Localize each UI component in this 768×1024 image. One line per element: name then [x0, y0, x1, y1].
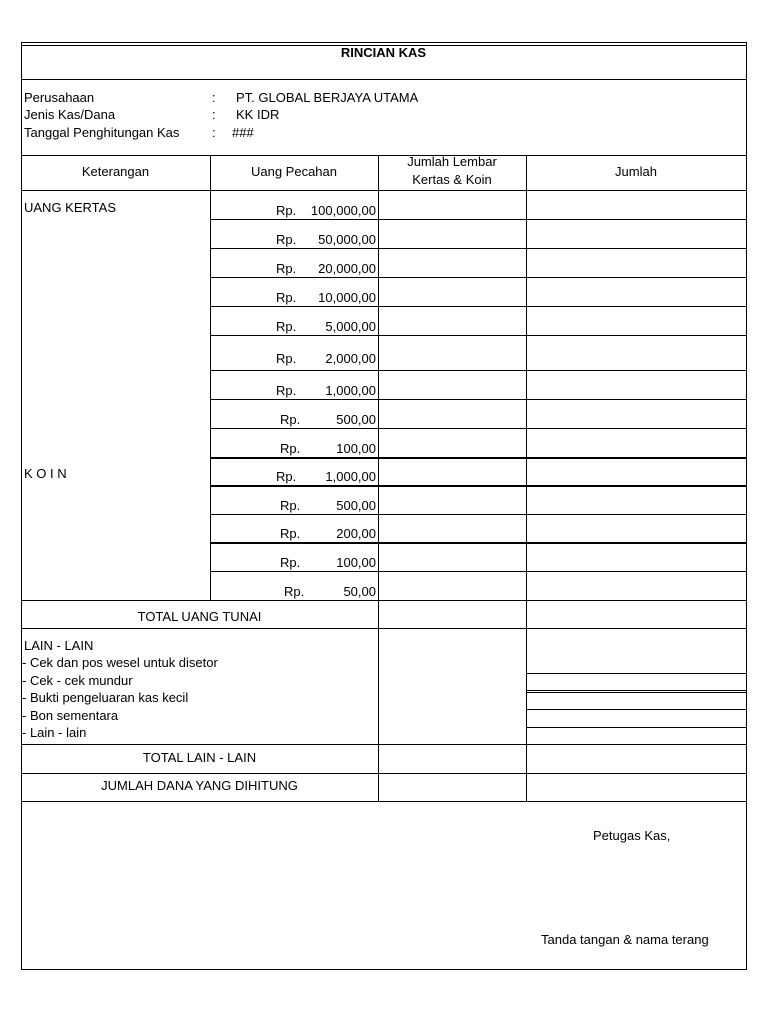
denomination-currency: Rp. — [276, 351, 297, 366]
denomination-row-line — [210, 335, 747, 336]
denomination-value: 500,00 — [336, 498, 376, 513]
jumlah-dana-label: JUMLAH DANA YANG DIHITUNG — [101, 778, 298, 793]
col-header-jumlah: Jumlah — [615, 164, 657, 179]
denomination-currency: Rp. — [280, 441, 301, 456]
info-label-cash-type: Jenis Kas/Dana — [24, 107, 116, 122]
signature-caption: Tanda tangan & nama terang — [541, 932, 709, 947]
denomination-value: 2,000,00 — [325, 351, 376, 366]
frame-bottom-line — [21, 969, 747, 970]
header-bottom-line — [21, 190, 747, 191]
denomination-currency: Rp. — [276, 290, 297, 305]
info-label-count-date: Tanggal Penghitungan Kas — [24, 125, 180, 140]
lain-lain-amount-line — [526, 709, 746, 710]
denomination-currency: Rp. — [276, 383, 297, 398]
info-sep-company: : — [212, 90, 216, 105]
denomination-currency: Rp. — [280, 526, 301, 541]
denomination-row-line — [210, 219, 747, 220]
col-line-pecahan — [378, 155, 379, 802]
total-uang-tunai-label: TOTAL UANG TUNAI — [137, 609, 262, 624]
denomination-row-line — [210, 514, 747, 515]
denomination-row-line — [210, 399, 747, 400]
lain-lain-amount-line — [526, 673, 746, 674]
denomination-currency: Rp. — [276, 203, 297, 218]
total-cash-bottom-line — [21, 628, 747, 629]
total-other-top-line — [21, 744, 747, 745]
denomination-currency: Rp. — [280, 555, 301, 570]
denomination-row-line — [210, 306, 747, 307]
col-header-jumlah-lembar-2: Kertas & Koin — [412, 172, 492, 187]
frame-left-line — [21, 42, 22, 970]
denomination-value: 100,00 — [336, 555, 376, 570]
section-label-uang-kertas: UANG KERTAS — [24, 200, 116, 215]
denomination-row-line — [210, 248, 747, 249]
denomination-value: 1,000,00 — [325, 383, 376, 398]
lain-lain-item: - Cek - cek mundur — [22, 673, 133, 688]
denomination-currency: Rp. — [284, 584, 305, 599]
denomination-value: 50,000,00 — [318, 232, 376, 247]
denomination-value: 50,00 — [343, 584, 376, 599]
denomination-row-line — [210, 485, 747, 487]
denomination-currency: Rp. — [276, 469, 297, 484]
denomination-row-line — [210, 542, 747, 544]
frame-top-line — [21, 42, 747, 43]
col-line-lembar — [526, 155, 527, 802]
denomination-row-line — [210, 428, 747, 429]
lain-lain-item: - Cek dan pos wesel untuk disetor — [22, 655, 218, 670]
title-divider — [21, 79, 747, 80]
col-header-jumlah-lembar-1: Jumlah Lembar — [407, 154, 497, 169]
denomination-row-line — [210, 457, 747, 459]
denomination-value: 100,00 — [336, 441, 376, 456]
total-lain-lain-label: TOTAL LAIN - LAIN — [142, 750, 257, 765]
frame-right-line — [746, 42, 747, 970]
denomination-currency: Rp. — [276, 319, 297, 334]
lain-lain-amount-line — [526, 692, 746, 693]
total-funds-bottom-line — [21, 801, 747, 802]
denomination-row-line — [210, 277, 747, 278]
info-sep-count-date: : — [212, 125, 216, 140]
denomination-value: 100,000,00 — [310, 203, 376, 218]
lain-lain-amount-line — [526, 727, 746, 728]
total-other-bottom-line — [21, 773, 747, 774]
col-header-keterangan: Keterangan — [81, 164, 150, 179]
denomination-row-line — [210, 571, 747, 572]
info-label-company: Perusahaan — [24, 90, 95, 105]
info-value-cash-type: KK IDR — [236, 107, 280, 122]
form-title: RINCIAN KAS — [340, 45, 427, 60]
lain-lain-item: - Lain - lain — [22, 725, 87, 740]
denomination-value: 1,000,00 — [325, 469, 376, 484]
denomination-row-line — [210, 370, 747, 371]
denomination-value: 5,000,00 — [325, 319, 376, 334]
denomination-value: 10,000,00 — [318, 290, 376, 305]
denomination-value: 500,00 — [336, 412, 376, 427]
lain-lain-item: - Bukti pengeluaran kas kecil — [22, 690, 189, 705]
lain-lain-item: - Bon sementara — [22, 708, 119, 723]
info-value-company: PT. GLOBAL BERJAYA UTAMA — [236, 90, 419, 105]
col-header-uang-pecahan: Uang Pecahan — [250, 164, 337, 179]
lain-lain-heading: LAIN - LAIN — [24, 638, 94, 653]
section-label-koin: K O I N — [24, 466, 67, 481]
denomination-currency: Rp. — [276, 232, 297, 247]
info-sep-cash-type: : — [212, 107, 216, 122]
signature-role: Petugas Kas, — [593, 828, 671, 843]
col-line-keterangan — [210, 155, 211, 600]
denomination-value: 20,000,00 — [318, 261, 376, 276]
denomination-currency: Rp. — [280, 412, 301, 427]
denomination-value: 200,00 — [336, 526, 376, 541]
total-cash-top-line — [21, 600, 747, 601]
denomination-currency: Rp. — [276, 261, 297, 276]
lain-lain-amount-line — [526, 690, 746, 691]
denomination-currency: Rp. — [280, 498, 301, 513]
info-value-count-date: ### — [232, 125, 254, 140]
